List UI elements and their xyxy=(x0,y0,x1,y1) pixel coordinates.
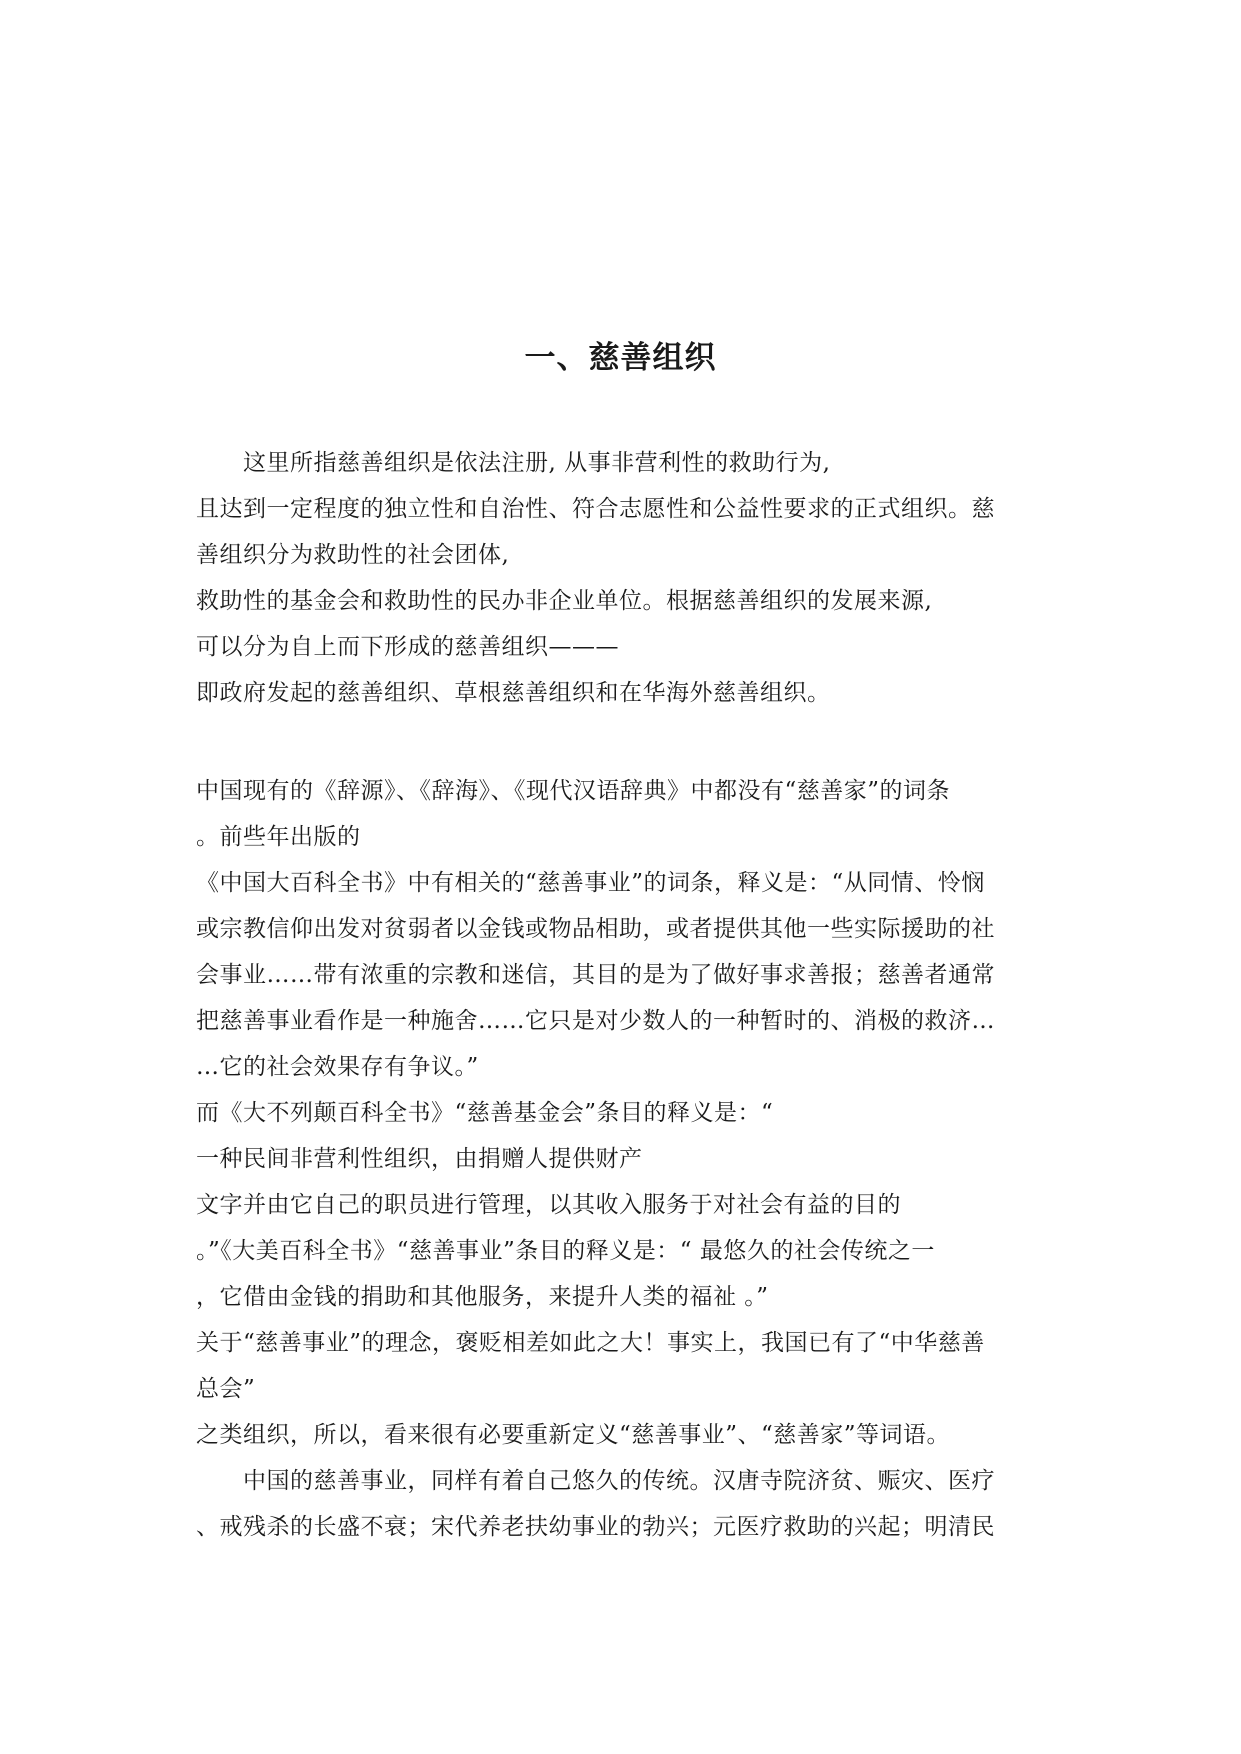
paragraph-line: 关于“慈善事业”的理念，褒贬相差如此之大！事实上，我国已有了“中华慈善 xyxy=(196,1330,985,1356)
paragraph-line: 。”《大美百科全书》“慈善事业”条目的释义是：“ 最悠久的社会传统之一 xyxy=(196,1238,935,1264)
paragraph-line: 且达到一定程度的独立性和自治性、符合志愿性和公益性要求的正式组织。慈 xyxy=(196,496,995,522)
paragraph-line: 之类组织，所以，看来很有必要重新定义“慈善事业”、“慈善家”等词语。 xyxy=(196,1422,951,1448)
paragraph-line: …它的社会效果存有争议。” xyxy=(196,1054,479,1080)
paragraph-line: 一种民间非营利性组织，由捐赠人提供财产 xyxy=(196,1146,643,1172)
paragraph-line: 而《大不列颠百科全书》“慈善基金会”条目的释义是：“ xyxy=(196,1100,774,1126)
paragraph-line: 把慈善事业看作是一种施舍……它只是对少数人的一种暂时的、消极的救济… xyxy=(196,1008,995,1034)
paragraph-line: 中国现有的《辞源》、《辞海》、《现代汉语辞典》中都没有“慈善家”的词条 xyxy=(196,778,951,804)
paragraph-line: 救助性的基金会和救助性的民办非企业单位。根据慈善组织的发展来源, xyxy=(196,588,933,614)
page-title: 一、慈善组织 xyxy=(524,340,717,376)
paragraph-line: 文字并由它自己的职员进行管理，以其收入服务于对社会有益的目的 xyxy=(196,1192,901,1218)
paragraph-line: 会事业……带有浓重的宗教和迷信，其目的是为了做好事求善报；慈善者通常 xyxy=(196,962,995,988)
paragraph-line: 善组织分为救助性的社会团体, xyxy=(196,542,510,568)
paragraph-line: ，它借由金钱的捐助和其他服务，来提升人类的福祉 。” xyxy=(196,1284,769,1310)
paragraph-line: 即政府发起的慈善组织、草根慈善组织和在华海外慈善组织。 xyxy=(196,680,831,706)
paragraph-line: 总会” xyxy=(196,1376,256,1402)
paragraph-line: 或宗教信仰出发对贫弱者以金钱或物品相助，或者提供其他一些实际援助的社 xyxy=(196,916,995,942)
paragraph-line: 中国的慈善事业，同样有着自己悠久的传统。汉唐寺院济贫、赈灾、医疗 xyxy=(243,1468,995,1494)
paragraph-line: 这里所指慈善组织是依法注册, 从事非营利性的救助行为, xyxy=(243,450,831,476)
paragraph-line: 、戒残杀的长盛不衰；宋代养老扶幼事业的勃兴；元医疗救助的兴起；明清民 xyxy=(196,1514,995,1540)
paragraph-line: 。前些年出版的 xyxy=(196,824,361,850)
paragraph-line: 可以分为自上而下形成的慈善组织——— xyxy=(196,634,619,660)
paragraph-line: 《中国大百科全书》中有相关的“慈善事业”的词条，释义是：“从同情、怜悯 xyxy=(196,870,985,896)
